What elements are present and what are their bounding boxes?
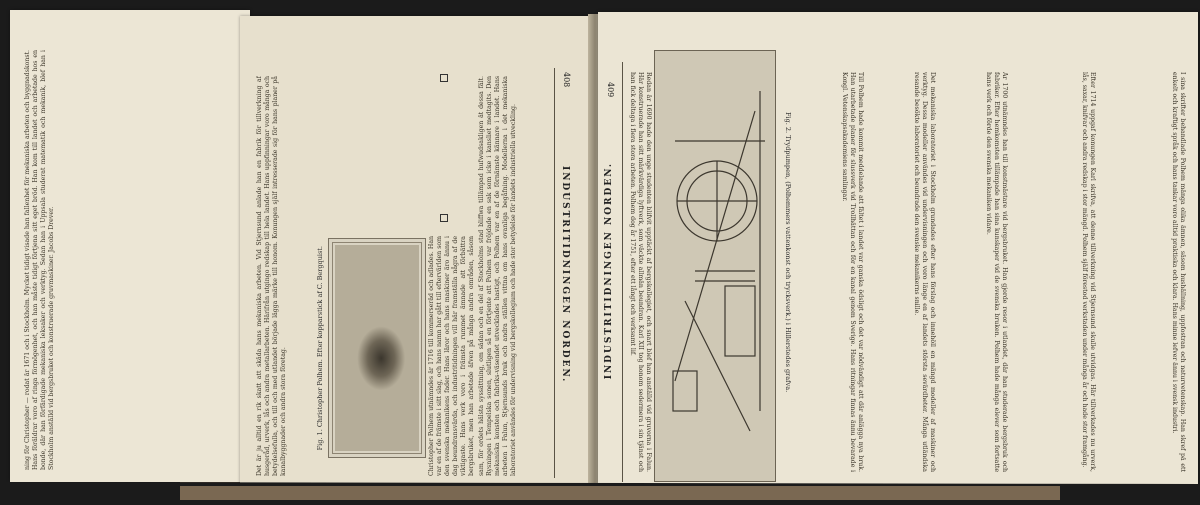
ornament-icon: [440, 74, 448, 82]
portrait-image: [335, 245, 419, 451]
page-409-column-3: Det mekaniska laboratoriet i Stockholm grundades efter hans förslag och innehöll en mängd modeller af maskiner och verktyg. Dessa modeller användes vid undervisningen och voro länge en af landets största sevärdheter. Många utländska resande besökte laboratoriet och beundrade den svenske mekanikerns snille.: [913, 72, 936, 472]
page-409-column-5: Efter 1714 uppgaf konungen Karl skrifva, att denne tillverkning vid Stjernsund skulle utvidgas. Här tillverkades nu urverk, lås, saxar, knifvar och andra redskap i stor mängd. Polhem själf förestod verkstaden under många år och hade stor framgång.: [1081, 72, 1096, 472]
page-number-right: 409: [606, 82, 615, 98]
left-foldout-page: [10, 10, 250, 482]
header-rule-right: [622, 62, 623, 482]
page-409-column-4: År 1700 utnämndes han till konstmästare vid bergsbruket. Han gjorde resor i utlandet, där han studerade bergsbruk och fabriker. Efter hemkomsten tillämpade han sina kunskaper vid de svenska bruken. Polhem hade många elever som fortsatte hans verk och förde den svenska mekaniken vidare.: [985, 72, 1008, 472]
page-409-column-6: I sina skrifter behandlade Polhem många olika ämnen, såsom hushållning, uppfostran och naturvetenskap. Han skref på ett enkelt och kraftigt språk och hans tankar voro alltid praktiska och klara. Hans minne lefver ännu i svensk industri.: [1171, 72, 1186, 472]
page-408-column-2: Christopher Polhem utnämndes år 1716 till kommerseråd och adlades. Han var en af de främste i sitt slag, och hans namn har gått till eftervärlden som den svenska mekanikens fader. Hans läror och hans maskiner äro ännu i dag beundransvärda, och industritidningen vill här framställa några af de viktigaste. Hans verk voro i främsta rummet ämnade att förbättra bergsbruket, men han arbetade äfven på många andra områden, såsom: [428, 236, 475, 476]
page-409: [598, 12, 1198, 484]
left-foldout-text: ning för Christopher — rodat år 1671 och i Stockholm. Mycket tidigt visade han fallenhet för mekaniska arbeten och byggnadskonst. Hans föräldrar voro af ringa förmögenhet, och han måste tidigt förtjena sitt eget bröd. Han kom till landet och arbetade hos en bonde, där han förfärdigade mekaniska leksaker och verktyg. Sedan han i Uppsala studerat matematik och mekanik, blef han i Stockholm anställd vid bergsbruket och konstruerade gruvmaskiner. Jacobs Drever.: [24, 50, 55, 470]
page-408-column-3: Det är ju alltid en rik skatt att skåda hans mekaniska arbeten. Vid Stjernsund anlade han en fabrik för tillverkning af husgeråd, urverk, lås och andra metallarbeten. Härifrån utgingo redskap till hela landet. Hans uppfinningar voro många och betydelsefulla, och till och med utlandet började lägga märke till honom. Konungen själf intresserade sig för hans planer på kanalbyggnader och andra stora företag.: [256, 76, 287, 476]
figure-2-caption: Fig. 2. Trydpumpen, (Polhemmers vattenkonst och trycksverk.) i Hillerstedes grafva.: [784, 112, 792, 393]
page-409-column-1: Redan år 1690 hade den unge studenten blifvit upptäckt af bergskollegiet, och snart blef han anställd vid gruvorna i Falun. Här konstruerade han sitt märkvärdiga lyftverk, som väckte allmän beundran. Karl XII tog honom sedermera i sin tjänst och han fick deltaga i flera stora arbeten. Polhem dog år 1751, efter ett långt och verksamt lif.: [629, 72, 652, 472]
page-number-left: 408: [562, 72, 571, 88]
pump-engraving-figure: [654, 50, 776, 482]
pump-machine-illustration: [655, 51, 775, 481]
page-408: [240, 16, 590, 486]
running-head-left: INDUSTRITIDNINGEN NORDEN.: [560, 166, 570, 384]
portrait-figure: [328, 238, 426, 458]
page-408-column-1: sam, för ordets hälsta syssättning, om sådan och en del af Stockholms stad bliffwa tillämpad hufwudsakligen åt dessa fält. Rysningen i Tempelska sonen, slutligen så en förtjente att Polhem var fröjdade en sak som icke i kansliet medtagits. Den mekaniska konsten och fabriks-väsendet utvecklades hastigt, och Polhem var en af de förnämste kännare i landet. Hans arbeten i Falun, Stjernsunds bruk och andra ställen vittna om hans ovanliga begåfning. Modellerna i det mekaniska laboratoriet användes för undervisning vid bergskollegium och hade stor betydelse för landets industriella utveckling.: [478, 76, 517, 476]
running-head-right: INDUSTRITIDNINGEN NORDEN.: [604, 162, 614, 380]
ornament-icon: [440, 214, 448, 222]
page-409-column-2: Till Polhem hade kommit meddelande att fältet i landet var ganska ödsligt och det var nödvändigt att där anlägga nya bruk. Han utarbetade planer för slussverk vid Trollhättan och för en kanal genom Sverige. Hans ritningar finnas ännu bevarade i Kongl. Vetenskapsakademiens samlingar.: [841, 72, 864, 472]
header-rule-left: [554, 68, 555, 478]
figure-1-caption: Fig. 1. Christopher Polhem. Efter kopparstick af C. Bergquist.: [316, 246, 324, 451]
